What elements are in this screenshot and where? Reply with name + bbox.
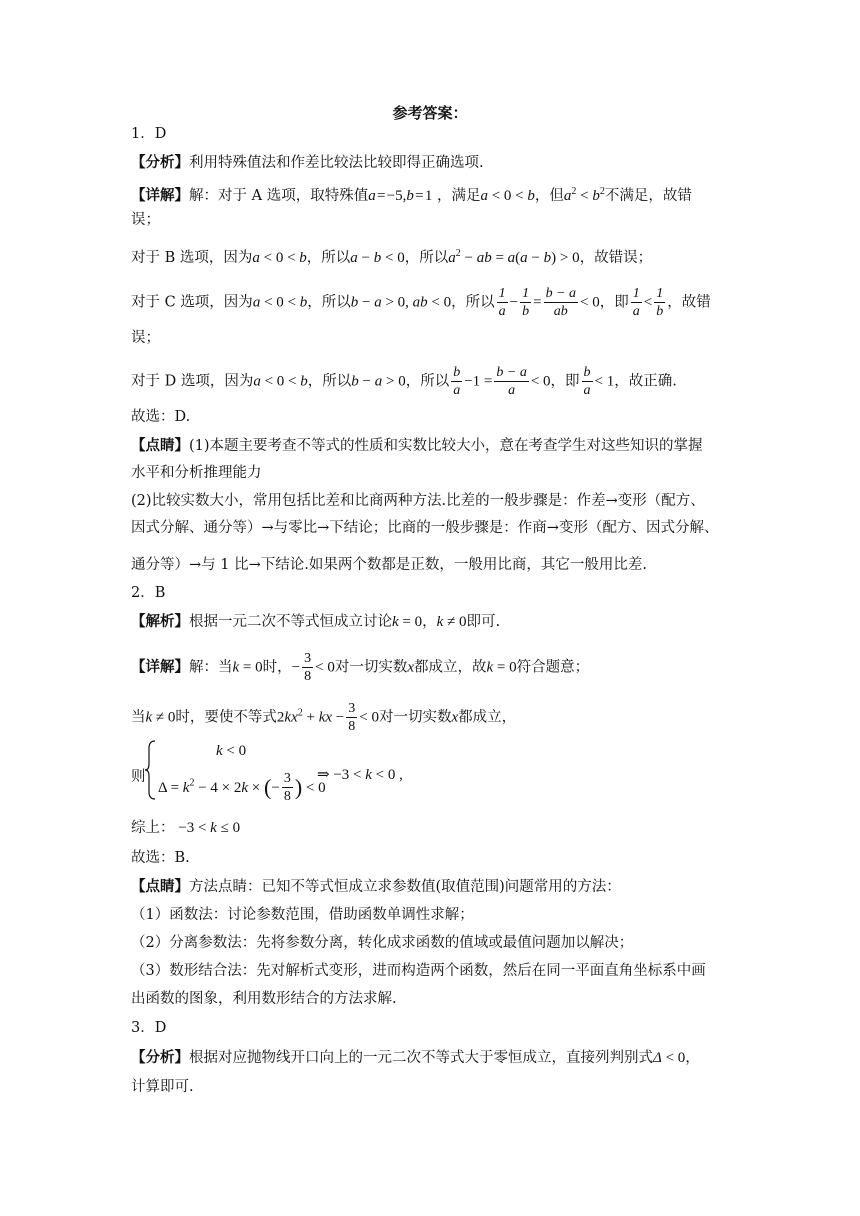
analysis-tag: 【解析】	[131, 613, 189, 630]
text: 对于 C 选项，因为	[131, 294, 253, 311]
text: ，满足	[436, 187, 481, 204]
text: 根据一元二次不等式恒成立讨论	[189, 614, 392, 630]
formula: k	[486, 659, 494, 676]
formula: b	[351, 373, 359, 390]
text: ，	[422, 614, 437, 630]
text: 当	[131, 709, 146, 726]
q2-analysis: 【解析】根据一元二次不等式恒成立讨论k = 0，k ≠ 0即可.	[131, 613, 501, 630]
text: 对于 B 选项，因为	[131, 249, 253, 266]
q1-detail-d: 对于 D 选项，因为a < 0 < b，所以b − a > 0，所以 $\frac{b}{a}$ −1 = $\frac{b - a}{a}$ < 0，即 $\frac{b}{a}$ < 1，故正确.	[131, 365, 677, 398]
fraction: $\frac{3}{8}$	[348, 701, 356, 734]
text: 方法点睛：已知不等式恒成立求参数值(取值范围)问题常用的方法：	[189, 879, 621, 895]
text: ，所以	[307, 294, 351, 311]
q2-comment-4: （3）数形结合法：先对解析式变形，进而构造两个函数，然后在同一平面直角坐标系中画	[131, 963, 706, 979]
q2-choose: 故选：B.	[131, 850, 190, 866]
text: 对一切实数	[334, 659, 408, 676]
text: 解：当	[189, 659, 233, 676]
formula: k	[392, 614, 399, 630]
comment-tag: 【点睛】	[131, 437, 189, 454]
formula: x	[451, 709, 459, 726]
q1-analysis	[131, 152, 484, 174]
q2-comment-5: 出函数的图象，利用数形结合的方法求解.	[131, 991, 397, 1007]
page-title: 参考答案：	[392, 104, 468, 122]
system-result: ⇒ −3 < k < 0 ,	[317, 767, 403, 783]
formula: a	[253, 373, 261, 390]
system-row-2: $\Delta = k^2 - 4 \times 2k$ × (− $\frac{3}{8}$ ) < 0	[158, 771, 326, 804]
left-brace-icon	[144, 740, 156, 800]
text: 对于 D 选项，因为	[131, 373, 254, 390]
formula: k	[145, 709, 153, 726]
q3-head: 3．D	[131, 1020, 167, 1036]
text: ，故正确.	[614, 373, 677, 390]
q2-detail-2: 当k ≠ 0时，要使不等式$2kx^2$ + kx − $\frac{3}{8}$ < 0对一切实数x都成立，	[131, 701, 517, 734]
formula: a	[448, 249, 456, 266]
text: 对一切实数	[378, 709, 452, 726]
text: ，所以	[451, 294, 495, 311]
text: ，故错	[667, 294, 711, 311]
formula: a	[350, 249, 358, 266]
analysis-tag: 【分析】	[131, 154, 189, 171]
fraction: $\frac{3}{8}$	[304, 651, 312, 684]
fraction: $\frac{b}{a}$	[453, 365, 461, 398]
fraction: $\frac{1}{a}$	[632, 286, 640, 319]
text: 都成立，故	[414, 659, 487, 676]
q1-comment-5: 通分等）→与 1 比→下结论.如果两个数都是正数，一般用比商，其它一般用比差.	[131, 557, 647, 573]
text: 根据对应抛物线开口向上的一元二次不等式大于零恒成立，直接列判别式	[189, 1050, 653, 1066]
fraction: $\frac{1}{a}$	[498, 286, 506, 319]
text: ，但	[534, 187, 564, 204]
comment-tag: 【点睛】	[131, 878, 189, 895]
detail-tag: 【详解】	[131, 186, 189, 204]
text: 都成立，	[458, 709, 517, 726]
fraction: $\frac{b - a}{ab}$	[545, 286, 577, 319]
q1-detail-a-cont: 误；	[131, 212, 160, 228]
q2-comment-1	[131, 876, 621, 898]
q1-detail-c-cont: 误；	[131, 330, 160, 346]
q2-head: 2．B	[131, 585, 166, 601]
text: 时，要使不等式	[175, 709, 277, 726]
analysis-tag: 【分析】	[131, 1049, 189, 1066]
formula: a	[480, 187, 488, 204]
q1-detail-c: 对于 C 选项，因为a < 0 < b，所以b − a > 0, ab < 0，所以 $\frac{1}{a}$ − $\frac{1}{b}$ = $\frac{b - a}{ab}$ < 0，即 $\frac{1}{a}$ < $\frac{1}{b}$ ，故错	[131, 286, 711, 319]
q1-head: 1．D	[131, 126, 167, 142]
formula: a	[563, 187, 572, 204]
q2-detail-1: 【详解】解：当k = 0时，− $\frac{3}{8}$ < 0对一切实数x都成立，故k = 0符合题意；	[131, 651, 590, 684]
fraction: $\frac{1}{b}$	[522, 286, 530, 319]
q1-comment-4: 因式分解、通分等）→与零比→下结论；比商的一般步骤是：作商→变形（配方、因式分解、	[131, 520, 719, 536]
formula: a	[252, 294, 261, 311]
q1-choose: 故选：D.	[131, 409, 191, 425]
text: ，所以	[405, 373, 450, 390]
q3-analysis-cont: 计算即可.	[131, 1079, 194, 1095]
text: ，即	[550, 373, 580, 390]
text: ，所以	[307, 373, 352, 390]
q2-summary: 综上： −3 < k ≤ 0	[131, 820, 241, 836]
text: 符合题意；	[516, 659, 590, 676]
q2-comment-2: （1）函数法：讨论参数范围，借助函数单调性求解；	[131, 907, 474, 923]
text: ，所以	[404, 249, 449, 266]
system-row-1: k < 0	[216, 743, 247, 759]
text: (1)本题主要考查不等式的性质和实数比较大小，意在考查学生对这些知识的掌握	[189, 438, 703, 454]
analysis-text: 利用特殊值法和作差比较法比较即得正确选项.	[189, 155, 484, 171]
text: ，	[685, 1050, 700, 1066]
fraction: $\frac{b}{a}$	[583, 365, 591, 398]
q3-analysis: 【分析】根据对应抛物线开口向上的一元二次不等式大于零恒成立，直接列判别式Δ < 0，	[131, 1049, 700, 1066]
fraction: $\frac{b - a}{a}$	[496, 365, 527, 398]
formula: k	[232, 659, 240, 676]
text: 解：对于 A 选项，取特殊值	[189, 187, 369, 204]
formula: a	[368, 187, 376, 204]
q1-comment-3: (2)比较实数大小，常用包括比差和比商两种方法.比差的一般步骤是：作差→变形（配方、	[131, 493, 705, 509]
formula: b	[350, 294, 359, 311]
then-label: 则	[131, 769, 146, 785]
formula: x	[407, 659, 414, 676]
fraction: $\frac{1}{b}$	[656, 286, 664, 319]
q1-detail-a: 【详解】解：对于 A 选项，取特殊值a = −5,b = 1 ，满足a < 0 < b，但$a^2 < b^2$不满足，故错	[131, 186, 692, 204]
q1-detail-b: 对于 B 选项，因为a < 0 < b，所以a − b < 0，所以$a^2$ − ab = a(a − b) > 0，故错误；	[131, 248, 653, 266]
text: 综上：	[131, 820, 175, 836]
formula: a	[252, 249, 260, 266]
text: 不满足，故错	[604, 187, 692, 204]
formula: k	[436, 614, 444, 630]
detail-tag: 【详解】	[131, 658, 189, 676]
text: 即可.	[466, 614, 501, 630]
q2-comment-3: （2）分离参数法：先将参数分离，转化成求函数的值域或最值问题加以解决；	[131, 935, 634, 951]
text: ，所以	[306, 249, 351, 266]
fraction: $\frac{3}{8}$	[283, 771, 291, 804]
q1-comment-1	[131, 435, 703, 457]
text: 时，	[262, 659, 292, 676]
text: ，故错误；	[579, 249, 653, 266]
formula: Δ	[653, 1050, 662, 1066]
text: ，即	[599, 294, 629, 311]
q1-comment-2: 水平和分析推理能力	[131, 465, 262, 481]
